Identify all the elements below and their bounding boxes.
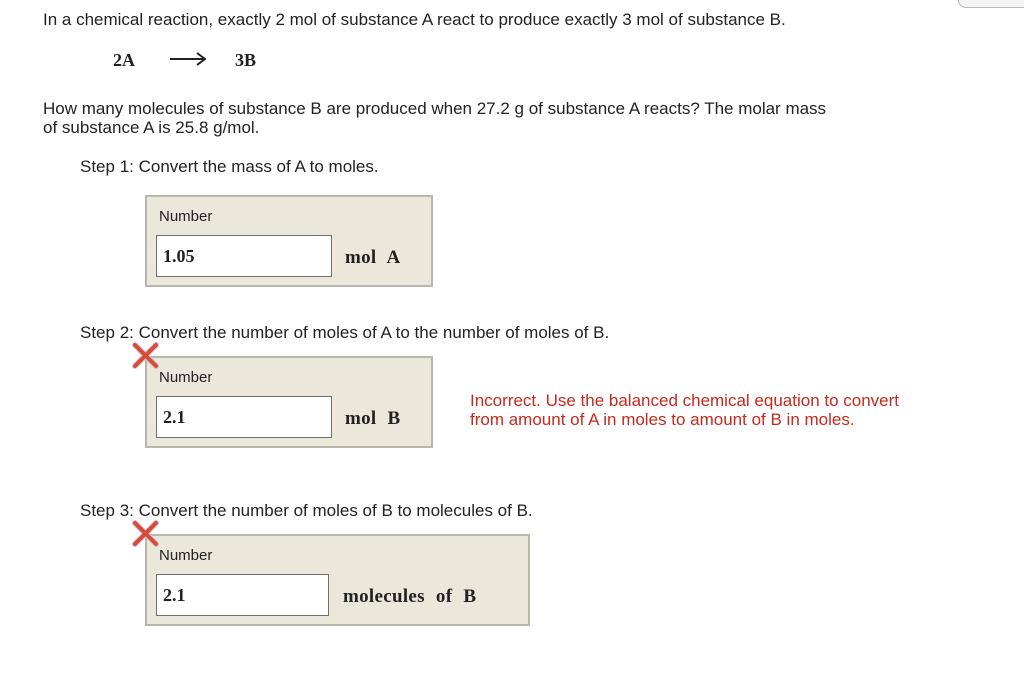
step-1-instruction: Convert the mass of A to moles. <box>138 157 379 176</box>
step-3-unit: molecules of B <box>343 586 477 607</box>
step-2-number-input[interactable]: 2.1 <box>156 396 332 438</box>
equation-reactant: 2A <box>113 50 135 70</box>
problem-intro: In a chemical reaction, exactly 2 mol of substance A react to produce exactly 3 mol of substance B. <box>43 10 786 29</box>
step-1-answer-panel <box>145 195 433 287</box>
equation-product: 3B <box>235 50 257 70</box>
step-3-heading <box>80 501 533 521</box>
step-1-number-input[interactable]: 1.05 <box>156 235 332 277</box>
step-2-heading <box>80 323 609 343</box>
reaction-arrow-icon <box>168 48 210 75</box>
step-3-label: Step 3: <box>80 501 134 520</box>
step-2-field-label: Number <box>159 369 213 386</box>
step-2-answer-panel <box>145 356 433 448</box>
step-2-incorrect-x-icon <box>131 342 161 370</box>
question-line-1: How many molecules of substance B are produced when 27.2 g of substance A reacts? The molar mass <box>43 99 827 118</box>
step-3-number-input[interactable]: 2.1 <box>156 574 329 616</box>
step-3-answer-panel <box>145 534 530 626</box>
step-2-feedback-line-1: Incorrect. Use the balanced chemical equation to convert <box>470 391 900 410</box>
question-line-2: of substance A is 25.8 g/mol. <box>43 118 260 137</box>
step-1-unit: mol A <box>345 247 401 268</box>
corner-menu-button[interactable] <box>958 0 1024 8</box>
step-3-incorrect-x-icon <box>131 520 161 548</box>
step-2-label: Step 2: <box>80 323 134 342</box>
step-2-feedback-line-2: from amount of A in moles to amount of B in moles. <box>470 410 855 429</box>
step-1-heading <box>80 157 379 177</box>
step-1-field-label: Number <box>159 208 213 225</box>
step-3-instruction: Convert the number of moles of B to molecules of B. <box>138 501 533 520</box>
step-2-instruction: Convert the number of moles of A to the number of moles of B. <box>138 323 610 342</box>
step-3-field-label: Number <box>159 547 213 564</box>
step-1-label: Step 1: <box>80 157 134 176</box>
step-2-unit: mol B <box>345 408 401 429</box>
